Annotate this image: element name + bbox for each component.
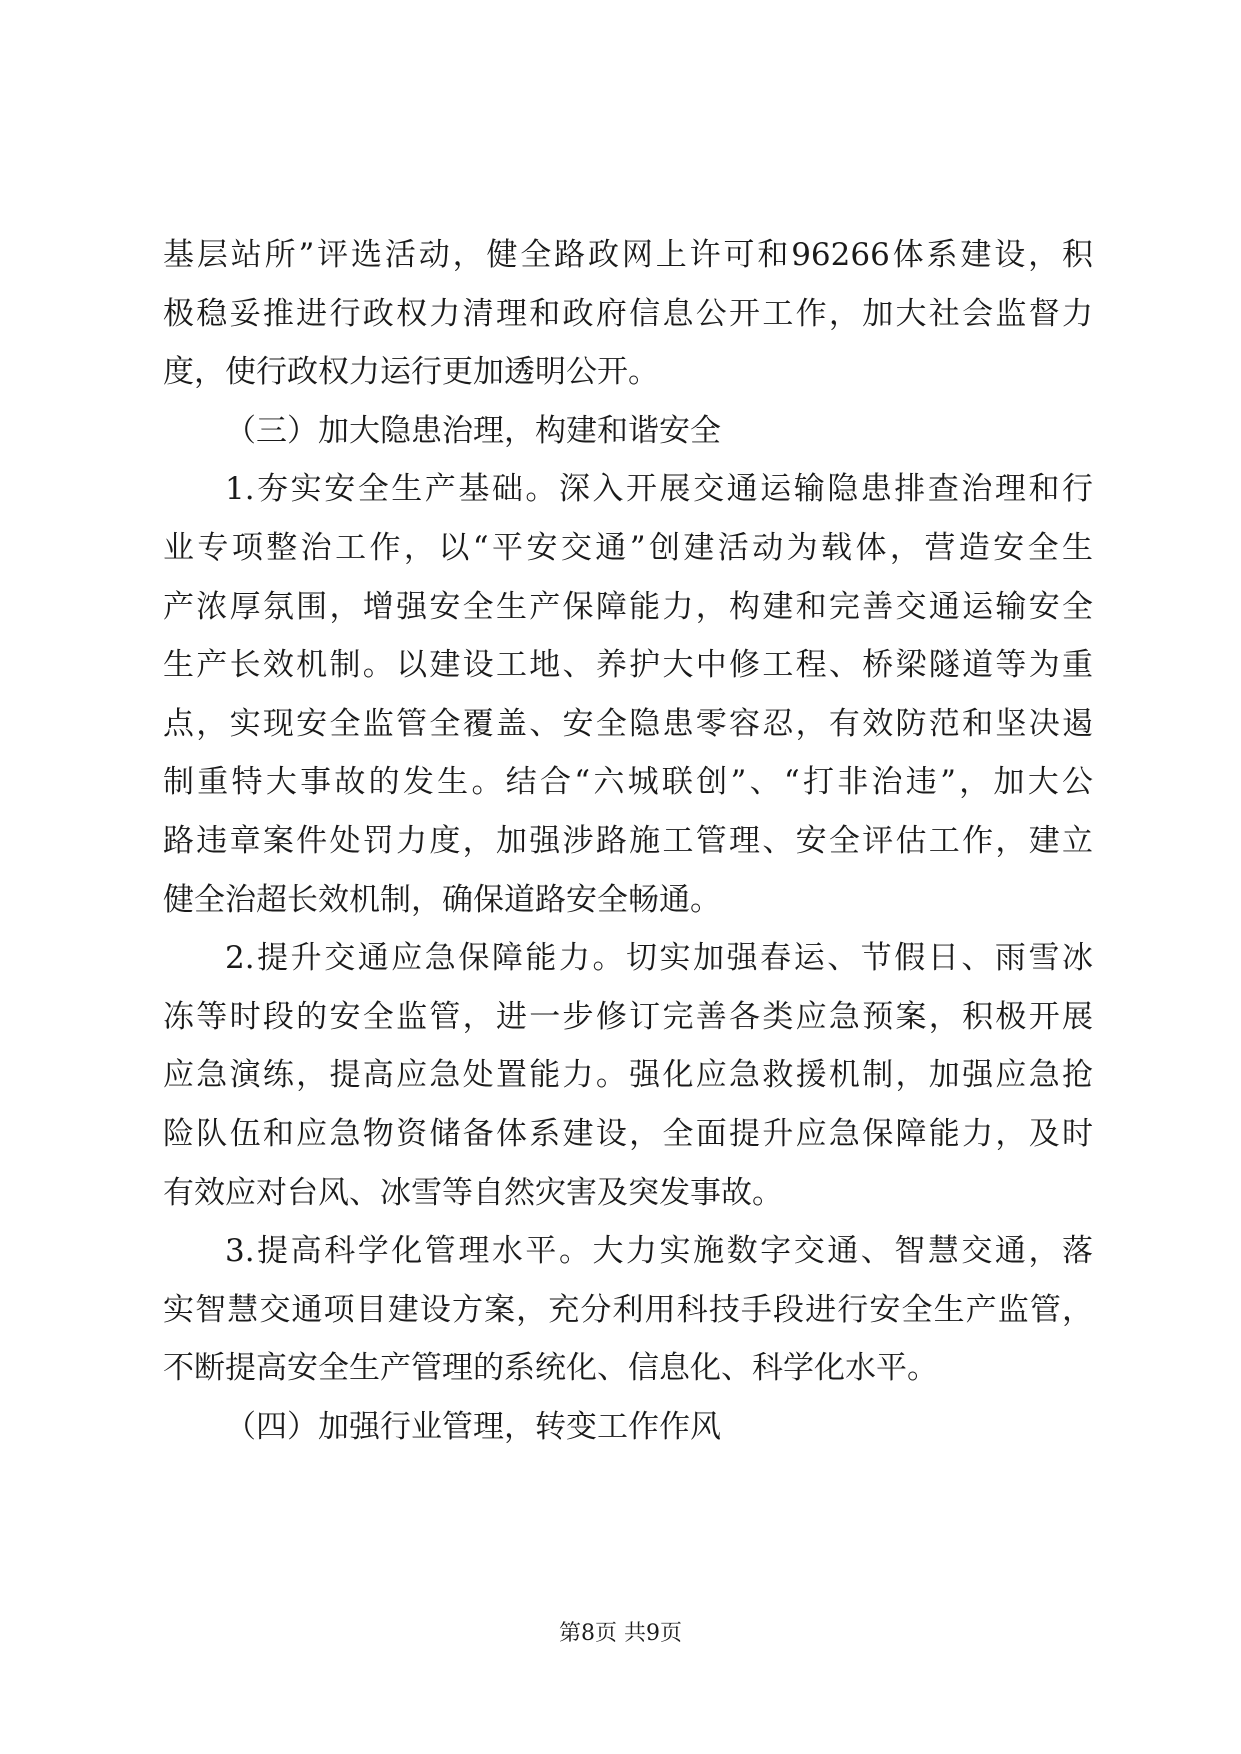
document-body xyxy=(163,226,1093,1456)
text-line: 度，使行政权力运行更加透明公开。 xyxy=(163,354,659,391)
text-line: 应急演练，提高应急处置能力。强化应急救援机制，加强应急抢 xyxy=(163,1057,1093,1094)
page-number-footer: 第8页 共9页 xyxy=(559,1621,682,1646)
text-line: 点，实现安全监管全覆盖、安全隐患零容忍，有效防范和坚决遏 xyxy=(163,705,1093,742)
text-line: 险队伍和应急物资储备体系建设，全面提升应急保障能力，及时 xyxy=(163,1115,1093,1152)
text-line: 生产长效机制。以建设工地、养护大中修工程、桥梁隧道等为重 xyxy=(163,647,1093,684)
text-line: 路违章案件处罚力度，加强涉路施工管理、安全评估工作，建立 xyxy=(163,822,1093,859)
text-line: 基层站所”评选活动，健全路政网上许可和96266体系建设，积 xyxy=(163,237,1093,273)
section-heading: （三）加大隐患治理，构建和谐安全 xyxy=(225,412,721,449)
text-line: 极稳妥推进行政权力清理和政府信息公开工作，加大社会监督力 xyxy=(163,295,1093,332)
text-line: 业专项整治工作，以“平安交通”创建活动为载体，营造安全生 xyxy=(163,529,1093,566)
text-line: 1.夯实安全生产基础。深入开展交通运输隐患排查治理和行 xyxy=(225,471,1093,508)
text-line: 产浓厚氛围，增强安全生产保障能力，构建和完善交通运输安全 xyxy=(163,588,1093,625)
text-line: 有效应对台风、冰雪等自然灾害及突发事故。 xyxy=(163,1174,783,1211)
text-line: 3.提高科学化管理水平。大力实施数字交通、智慧交通，落 xyxy=(225,1233,1093,1270)
text-line: 实智慧交通项目建设方案，充分利用科技手段进行安全生产监管， xyxy=(163,1291,1093,1328)
text-line: 2.提升交通应急保障能力。切实加强春运、节假日、雨雪冰 xyxy=(225,940,1093,977)
text-line: 制重特大事故的发生。结合“六城联创”、“打非治违”，加大公 xyxy=(163,764,1093,801)
text-line: 健全治超长效机制，确保道路安全畅通。 xyxy=(163,881,721,918)
section-heading: （四）加强行业管理，转变工作作风 xyxy=(225,1408,721,1445)
text-line: 冻等时段的安全监管，进一步修订完善各类应急预案，积极开展 xyxy=(163,998,1093,1035)
text-line: 不断提高安全生产管理的系统化、信息化、科学化水平。 xyxy=(163,1350,938,1387)
